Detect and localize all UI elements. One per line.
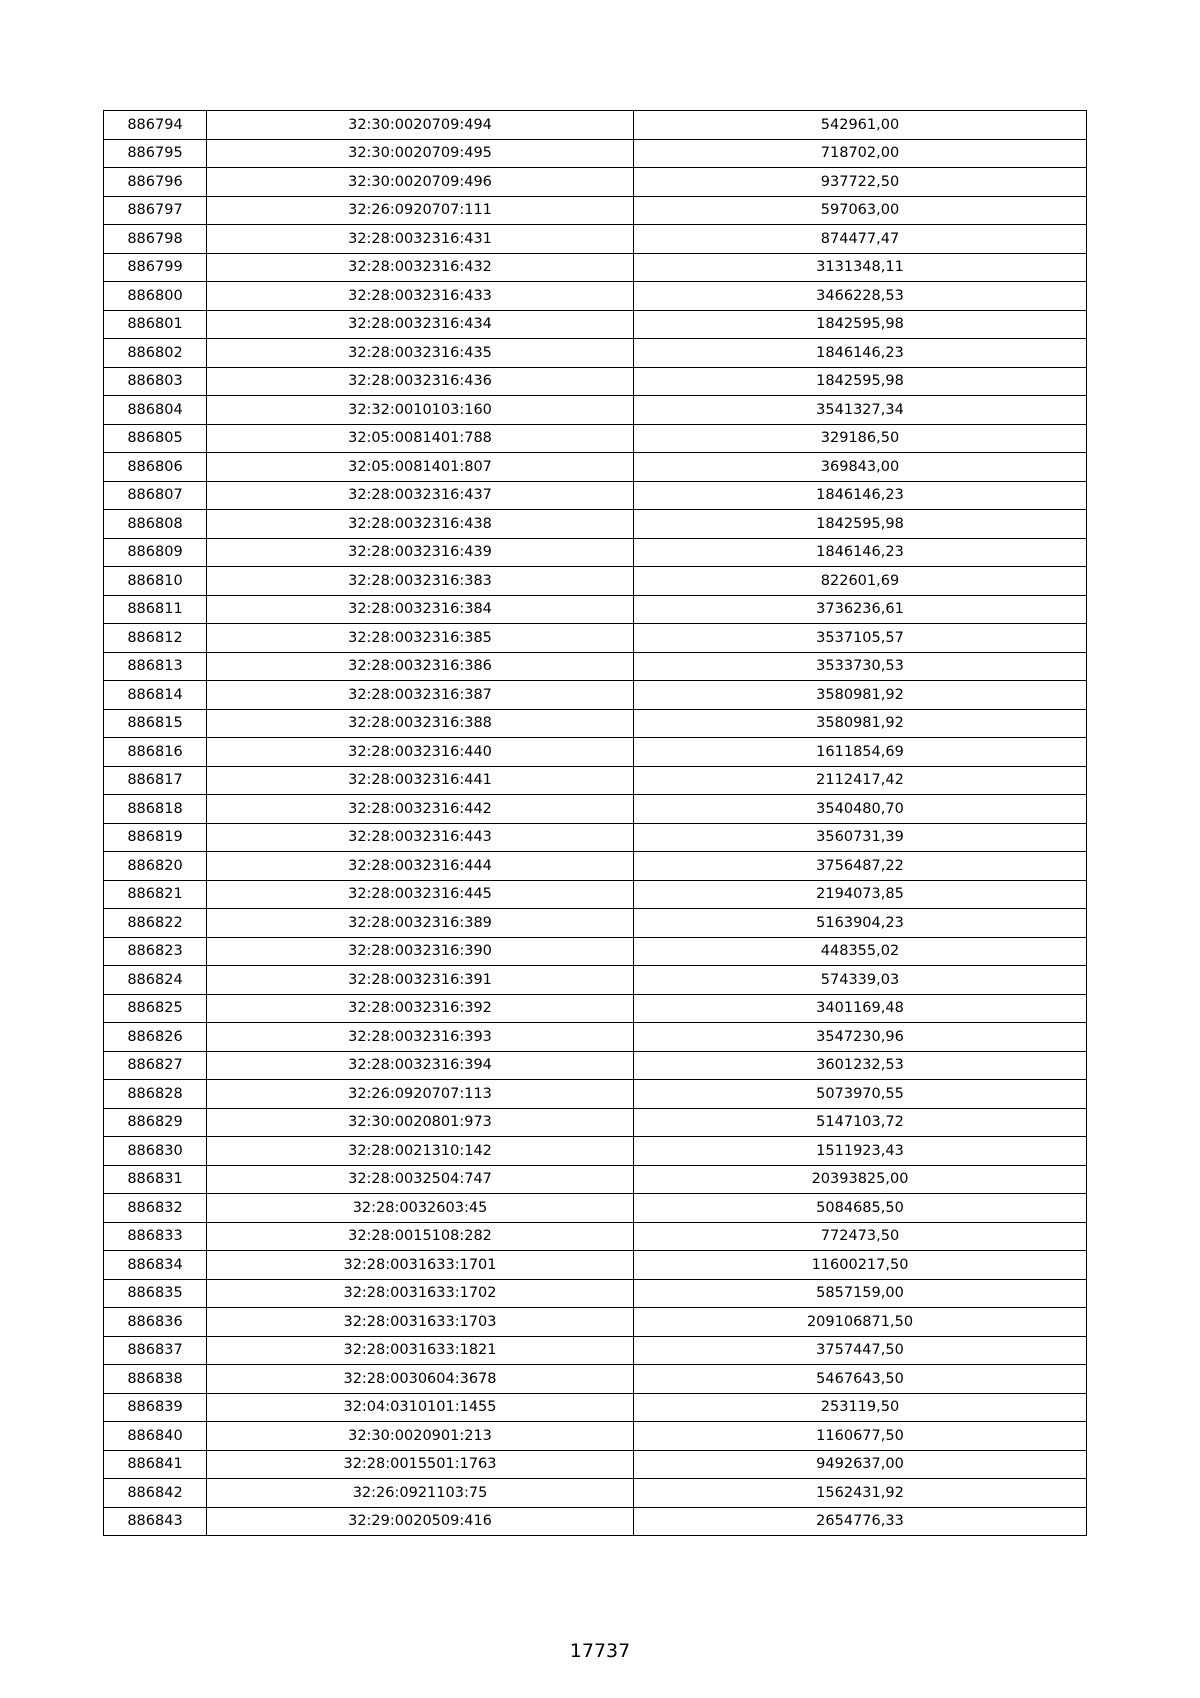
row-number-cell: 886810 [104, 567, 207, 596]
table-row [104, 1308, 1087, 1337]
row-number-cell: 886794 [104, 111, 207, 140]
row-number-cell: 886798 [104, 225, 207, 254]
cadastral-number-cell: 32:28:0032316:384 [207, 595, 634, 624]
table-row [104, 1194, 1087, 1223]
cadastral-number-cell: 32:28:0032316:383 [207, 567, 634, 596]
table-row [104, 1422, 1087, 1451]
row-number-cell: 886813 [104, 652, 207, 681]
cadastral-value-cell: 718702,00 [634, 139, 1087, 168]
row-number-cell: 886832 [104, 1194, 207, 1223]
table-row [104, 766, 1087, 795]
table-row [104, 139, 1087, 168]
table-row [104, 168, 1087, 197]
cadastral-number-cell: 32:26:0920707:113 [207, 1080, 634, 1109]
table-row [104, 453, 1087, 482]
row-number-cell: 886841 [104, 1450, 207, 1479]
cadastral-value-cell: 3131348,11 [634, 253, 1087, 282]
page-number: 17737 [569, 1640, 631, 1662]
row-number-cell: 886809 [104, 538, 207, 567]
cadastral-value-cell: 1842595,98 [634, 310, 1087, 339]
table-row [104, 111, 1087, 140]
row-number-cell: 886840 [104, 1422, 207, 1451]
cadastral-number-cell: 32:28:0032316:387 [207, 681, 634, 710]
cadastral-number-cell: 32:28:0015501:1763 [207, 1450, 634, 1479]
row-number-cell: 886819 [104, 823, 207, 852]
table-body [104, 111, 1087, 1536]
cadastral-value-cell: 20393825,00 [634, 1165, 1087, 1194]
cadastral-number-cell: 32:30:0020709:494 [207, 111, 634, 140]
cadastral-value-cell: 2654776,33 [634, 1507, 1087, 1536]
row-number-cell: 886799 [104, 253, 207, 282]
cadastral-number-cell: 32:28:0032316:441 [207, 766, 634, 795]
cadastral-value-cell: 822601,69 [634, 567, 1087, 596]
cadastral-number-cell: 32:28:0032316:385 [207, 624, 634, 653]
cadastral-value-cell: 2194073,85 [634, 880, 1087, 909]
table-row [104, 966, 1087, 995]
cadastral-value-cell: 3757447,50 [634, 1336, 1087, 1365]
cadastral-number-cell: 32:28:0032316:434 [207, 310, 634, 339]
cadastral-number-cell: 32:28:0032316:386 [207, 652, 634, 681]
cadastral-value-cell: 5163904,23 [634, 909, 1087, 938]
cadastral-value-cell: 2112417,42 [634, 766, 1087, 795]
table-row [104, 538, 1087, 567]
cadastral-number-cell: 32:28:0032504:747 [207, 1165, 634, 1194]
table-row [104, 1279, 1087, 1308]
row-number-cell: 886805 [104, 424, 207, 453]
cadastral-value-cell: 3736236,61 [634, 595, 1087, 624]
row-number-cell: 886811 [104, 595, 207, 624]
cadastral-number-cell: 32:28:0032316:438 [207, 510, 634, 539]
cadastral-number-cell: 32:30:0020801:973 [207, 1108, 634, 1137]
cadastral-value-cell: 772473,50 [634, 1222, 1087, 1251]
cadastral-number-cell: 32:28:0032316:436 [207, 367, 634, 396]
row-number-cell: 886829 [104, 1108, 207, 1137]
row-number-cell: 886823 [104, 937, 207, 966]
table-row [104, 510, 1087, 539]
cadastral-number-cell: 32:32:0010103:160 [207, 396, 634, 425]
cadastral-value-cell: 9492637,00 [634, 1450, 1087, 1479]
table-row [104, 909, 1087, 938]
row-number-cell: 886824 [104, 966, 207, 995]
table-row [104, 1051, 1087, 1080]
cadastral-number-cell: 32:04:0310101:1455 [207, 1393, 634, 1422]
cadastral-number-cell: 32:28:0032316:445 [207, 880, 634, 909]
table-row [104, 823, 1087, 852]
row-number-cell: 886814 [104, 681, 207, 710]
cadastral-number-cell: 32:28:0032316:432 [207, 253, 634, 282]
cadastral-value-cell: 597063,00 [634, 196, 1087, 225]
cadastral-number-cell: 32:28:0032316:392 [207, 994, 634, 1023]
table-row [104, 1450, 1087, 1479]
row-number-cell: 886812 [104, 624, 207, 653]
cadastral-value-cell: 874477,47 [634, 225, 1087, 254]
cadastral-number-cell: 32:28:0032316:442 [207, 795, 634, 824]
table-row [104, 225, 1087, 254]
cadastral-value-cell: 3601232,53 [634, 1051, 1087, 1080]
row-number-cell: 886797 [104, 196, 207, 225]
cadastral-value-cell: 574339,03 [634, 966, 1087, 995]
row-number-cell: 886816 [104, 738, 207, 767]
cadastral-value-cell: 5147103,72 [634, 1108, 1087, 1137]
cadastral-number-cell: 32:30:0020709:496 [207, 168, 634, 197]
row-number-cell: 886842 [104, 1479, 207, 1508]
table-row [104, 1080, 1087, 1109]
cadastral-value-cell: 3756487,22 [634, 852, 1087, 881]
table-row [104, 738, 1087, 767]
table-row [104, 681, 1087, 710]
cadastral-value-cell: 5467643,50 [634, 1365, 1087, 1394]
table-row [104, 1137, 1087, 1166]
table-row [104, 595, 1087, 624]
row-number-cell: 886826 [104, 1023, 207, 1052]
cadastral-value-cell: 1846146,23 [634, 339, 1087, 368]
table-row [104, 652, 1087, 681]
row-number-cell: 886822 [104, 909, 207, 938]
cadastral-value-cell: 3540480,70 [634, 795, 1087, 824]
cadastral-number-cell: 32:26:0921103:75 [207, 1479, 634, 1508]
table-row [104, 1393, 1087, 1422]
table-row [104, 1108, 1087, 1137]
row-number-cell: 886834 [104, 1251, 207, 1280]
table-row [104, 424, 1087, 453]
cadastral-number-cell: 32:28:0031633:1702 [207, 1279, 634, 1308]
cadastral-value-cell: 3541327,34 [634, 396, 1087, 425]
cadastral-value-cell: 3560731,39 [634, 823, 1087, 852]
cadastral-number-cell: 32:28:0032316:393 [207, 1023, 634, 1052]
table-row [104, 196, 1087, 225]
row-number-cell: 886843 [104, 1507, 207, 1536]
row-number-cell: 886815 [104, 709, 207, 738]
cadastral-number-cell: 32:28:0032316:391 [207, 966, 634, 995]
cadastral-number-cell: 32:26:0920707:111 [207, 196, 634, 225]
row-number-cell: 886825 [104, 994, 207, 1023]
table-row [104, 1251, 1087, 1280]
cadastral-value-cell: 3466228,53 [634, 282, 1087, 311]
row-number-cell: 886837 [104, 1336, 207, 1365]
row-number-cell: 886817 [104, 766, 207, 795]
cadastral-number-cell: 32:28:0032316:431 [207, 225, 634, 254]
cadastral-number-cell: 32:28:0031633:1821 [207, 1336, 634, 1365]
row-number-cell: 886803 [104, 367, 207, 396]
table-row [104, 567, 1087, 596]
table-row [104, 282, 1087, 311]
table-row [104, 1023, 1087, 1052]
row-number-cell: 886831 [104, 1165, 207, 1194]
cadastral-value-cell: 3547230,96 [634, 1023, 1087, 1052]
table-row [104, 481, 1087, 510]
table-row [104, 396, 1087, 425]
cadastral-value-cell: 369843,00 [634, 453, 1087, 482]
cadastral-number-cell: 32:30:0020901:213 [207, 1422, 634, 1451]
row-number-cell: 886818 [104, 795, 207, 824]
row-number-cell: 886795 [104, 139, 207, 168]
cadastral-number-cell: 32:28:0032316:437 [207, 481, 634, 510]
cadastral-number-cell: 32:28:0032316:443 [207, 823, 634, 852]
table-row [104, 253, 1087, 282]
table-row [104, 709, 1087, 738]
table-row [104, 1507, 1087, 1536]
table-row [104, 994, 1087, 1023]
cadastral-number-cell: 32:28:0032316:388 [207, 709, 634, 738]
table-row [104, 1479, 1087, 1508]
table-row [104, 339, 1087, 368]
cadastral-number-cell: 32:05:0081401:788 [207, 424, 634, 453]
table-row [104, 937, 1087, 966]
row-number-cell: 886804 [104, 396, 207, 425]
cadastral-value-cell: 209106871,50 [634, 1308, 1087, 1337]
table-row [104, 1365, 1087, 1394]
table-row [104, 1222, 1087, 1251]
cadastral-number-cell: 32:28:0032316:394 [207, 1051, 634, 1080]
cadastral-number-cell: 32:28:0015108:282 [207, 1222, 634, 1251]
table-row [104, 1336, 1087, 1365]
row-number-cell: 886827 [104, 1051, 207, 1080]
row-number-cell: 886802 [104, 339, 207, 368]
cadastral-value-cell: 3537105,57 [634, 624, 1087, 653]
row-number-cell: 886800 [104, 282, 207, 311]
row-number-cell: 886820 [104, 852, 207, 881]
cadastral-value-cell: 542961,00 [634, 111, 1087, 140]
cadastral-value-cell: 3533730,53 [634, 652, 1087, 681]
row-number-cell: 886801 [104, 310, 207, 339]
cadastral-value-cell: 1846146,23 [634, 538, 1087, 567]
cadastral-value-cell: 1842595,98 [634, 510, 1087, 539]
row-number-cell: 886835 [104, 1279, 207, 1308]
cadastral-value-cell: 1611854,69 [634, 738, 1087, 767]
row-number-cell: 886839 [104, 1393, 207, 1422]
row-number-cell: 886796 [104, 168, 207, 197]
cadastral-value-cell: 3580981,92 [634, 709, 1087, 738]
cadastral-value-cell: 1160677,50 [634, 1422, 1087, 1451]
cadastral-number-cell: 32:30:0020709:495 [207, 139, 634, 168]
cadastral-value-cell: 5073970,55 [634, 1080, 1087, 1109]
row-number-cell: 886821 [104, 880, 207, 909]
cadastral-number-cell: 32:28:0031633:1701 [207, 1251, 634, 1280]
cadastral-number-cell: 32:29:0020509:416 [207, 1507, 634, 1536]
cadastral-value-cell: 448355,02 [634, 937, 1087, 966]
row-number-cell: 886836 [104, 1308, 207, 1337]
cadastral-number-cell: 32:28:0032316:435 [207, 339, 634, 368]
table-row [104, 310, 1087, 339]
cadastral-value-cell: 253119,50 [634, 1393, 1087, 1422]
row-number-cell: 886806 [104, 453, 207, 482]
table-row [104, 367, 1087, 396]
table-row [104, 795, 1087, 824]
row-number-cell: 886833 [104, 1222, 207, 1251]
cadastral-number-cell: 32:28:0031633:1703 [207, 1308, 634, 1337]
cadastral-value-cell: 937722,50 [634, 168, 1087, 197]
cadastral-number-cell: 32:28:0032316:440 [207, 738, 634, 767]
row-number-cell: 886807 [104, 481, 207, 510]
cadastral-value-cell: 3580981,92 [634, 681, 1087, 710]
cadastral-number-cell: 32:28:0032316:433 [207, 282, 634, 311]
cadastral-value-cell: 3401169,48 [634, 994, 1087, 1023]
row-number-cell: 886808 [104, 510, 207, 539]
cadastral-value-cell: 1842595,98 [634, 367, 1087, 396]
cadastral-value-cell: 329186,50 [634, 424, 1087, 453]
cadastral-value-cell: 1511923,43 [634, 1137, 1087, 1166]
table-row [104, 624, 1087, 653]
cadastral-value-cell: 5857159,00 [634, 1279, 1087, 1308]
cadastral-value-table [103, 110, 1087, 1536]
table-row [104, 1165, 1087, 1194]
cadastral-value-cell: 1846146,23 [634, 481, 1087, 510]
cadastral-number-cell: 32:28:0032316:444 [207, 852, 634, 881]
cadastral-number-cell: 32:28:0032603:45 [207, 1194, 634, 1223]
cadastral-value-cell: 5084685,50 [634, 1194, 1087, 1223]
cadastral-number-cell: 32:28:0032316:389 [207, 909, 634, 938]
cadastral-value-cell: 11600217,50 [634, 1251, 1087, 1280]
table-row [104, 880, 1087, 909]
cadastral-number-cell: 32:28:0032316:439 [207, 538, 634, 567]
row-number-cell: 886838 [104, 1365, 207, 1394]
cadastral-value-cell: 1562431,92 [634, 1479, 1087, 1508]
cadastral-number-cell: 32:05:0081401:807 [207, 453, 634, 482]
row-number-cell: 886828 [104, 1080, 207, 1109]
table-row [104, 852, 1087, 881]
cadastral-number-cell: 32:28:0032316:390 [207, 937, 634, 966]
cadastral-number-cell: 32:28:0021310:142 [207, 1137, 634, 1166]
row-number-cell: 886830 [104, 1137, 207, 1166]
cadastral-number-cell: 32:28:0030604:3678 [207, 1365, 634, 1394]
